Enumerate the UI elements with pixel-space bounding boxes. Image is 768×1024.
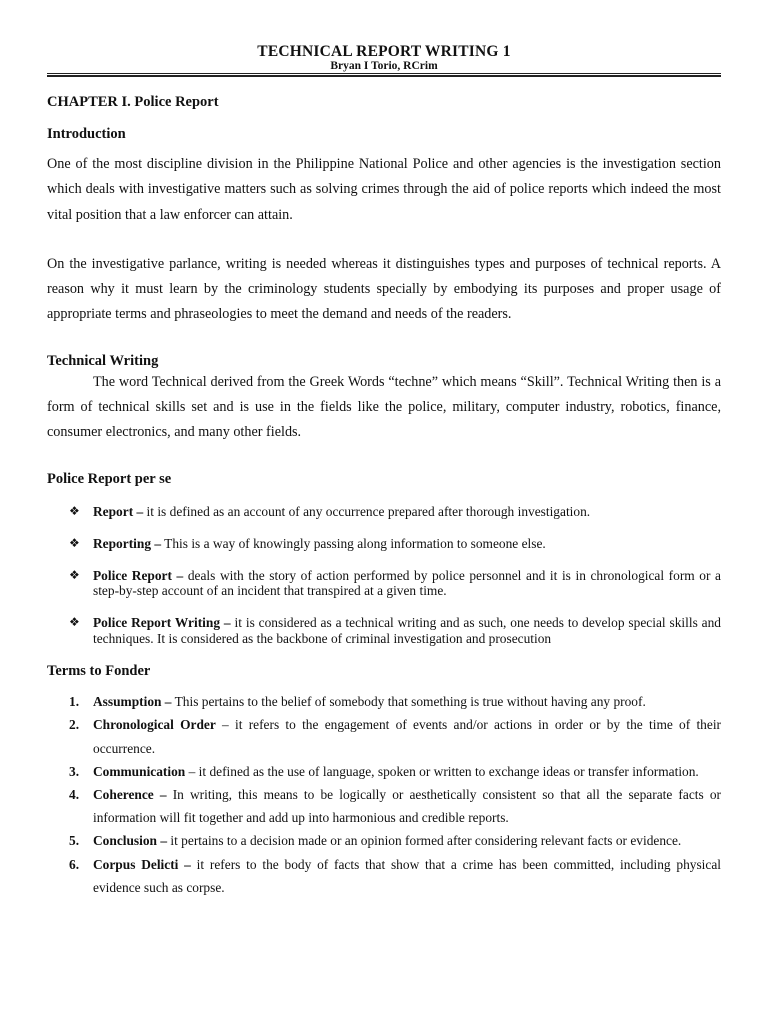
list-item	[47, 853, 721, 899]
list-item-term: Communication	[93, 763, 186, 779]
diamond-bullet-icon: ❖	[69, 615, 80, 630]
list-item-term: Conclusion –	[93, 833, 168, 849]
page-header	[47, 44, 721, 73]
diamond-bullet-icon: ❖	[69, 567, 80, 582]
list-item	[47, 829, 721, 852]
list-item	[47, 568, 721, 599]
introduction-paragraph-1: One of the most discipline division in the Philippine National Police and other agencies is the investigation section which deals with investigative matters such as solving crimes through the aid of police reports which indeed the most vital position that a law enforcer can attain.	[47, 156, 721, 223]
introduction-paragraph-2: On the investigative parlance, writing is needed whereas it distinguishes types and purposes of technical reports. A reason why it must learn by the criminology students specially by embodying its purposes and proper usage of appropriate terms and phraseologies to meet the demand and needs of the readers.	[47, 255, 721, 323]
list-item-text: it is defined as an account of any occurrence prepared after thorough investigation.	[143, 503, 591, 519]
list-item-number: 3.	[69, 763, 80, 779]
police-report-list	[47, 504, 721, 647]
list-item	[47, 760, 721, 783]
document-title: TECHNICAL REPORT WRITING 1	[257, 43, 511, 60]
list-item-term: Police Report –	[93, 567, 184, 583]
header-rule-thick	[47, 75, 721, 77]
list-item-text: deals with the story of action performed by police personnel and it is in chronological form or a step-by-step account of an incident that transpired at a given time.	[93, 567, 721, 599]
list-item-number: 5.	[69, 833, 80, 849]
document-author: Bryan I Torio, RCrim	[330, 60, 438, 72]
list-item	[47, 615, 721, 646]
document-body	[47, 93, 721, 899]
diamond-bullet-icon: ❖	[69, 535, 80, 550]
introduction-heading: Introduction	[47, 126, 126, 142]
list-item	[47, 783, 721, 829]
technical-writing-heading: Technical Writing	[47, 352, 159, 369]
list-item-number: 6.	[69, 856, 80, 872]
terms-list	[47, 690, 721, 899]
list-item-term: Chronological Order	[93, 717, 216, 733]
list-item-term: Corpus Delicti –	[93, 856, 191, 872]
list-item-text: This is a way of knowingly passing along information to someone else.	[161, 535, 546, 551]
police-report-heading: Police Report per se	[47, 470, 172, 487]
technical-writing-paragraph: The word Technical derived from the Greek Words “techne” which means “Skill”. Technical Writing then is a form of technical skills set and is use in the fields like the police, military, computer industry, robotics, finance, consumer electronics, and many other fields.	[47, 373, 721, 441]
list-item-term: Reporting –	[93, 535, 162, 551]
diamond-bullet-icon: ❖	[69, 503, 80, 518]
list-item-term: Assumption –	[93, 694, 172, 710]
list-item-text: In writing, this means to be logically or aesthetically consistent so that all the separate facts or information will fit together and add up into harmonious and credible reports.	[93, 786, 721, 826]
chapter-title: CHAPTER I. Police Report	[47, 94, 219, 110]
list-item-text: – it refers to the engagement of events and/or actions in order or by the time of their occurrence.	[93, 717, 721, 756]
list-item	[47, 504, 721, 520]
list-item-number: 1.	[69, 694, 80, 710]
list-item	[47, 536, 721, 552]
list-item-text: it refers to the body of facts that show that a crime has been committed, including physical evidence such as corpse.	[93, 856, 722, 895]
terms-heading: Terms to Fonder	[47, 663, 151, 680]
list-item-number: 4.	[69, 786, 80, 802]
list-item-number: 2.	[69, 717, 80, 733]
list-item-text: it pertains to a decision made or an opinion formed after considering relevant facts or evidence.	[167, 833, 682, 849]
list-item	[47, 690, 721, 713]
header-rule-thin	[47, 73, 721, 74]
list-item-text: – it defined as the use of language, spoken or written to exchange ideas or transfer information.	[185, 763, 699, 779]
list-item	[47, 713, 721, 759]
list-item-text: it is considered as a technical writing and as such, one needs to develop special skills and techniques. It is considered as the backbone of criminal investigation and prosecution	[93, 615, 722, 646]
list-item-text: This pertains to the belief of somebody that something is true without having any proof.	[171, 694, 646, 710]
list-item-term: Report –	[93, 503, 144, 519]
list-item-term: Coherence –	[93, 786, 167, 802]
list-item-term: Police Report Writing –	[93, 615, 231, 631]
